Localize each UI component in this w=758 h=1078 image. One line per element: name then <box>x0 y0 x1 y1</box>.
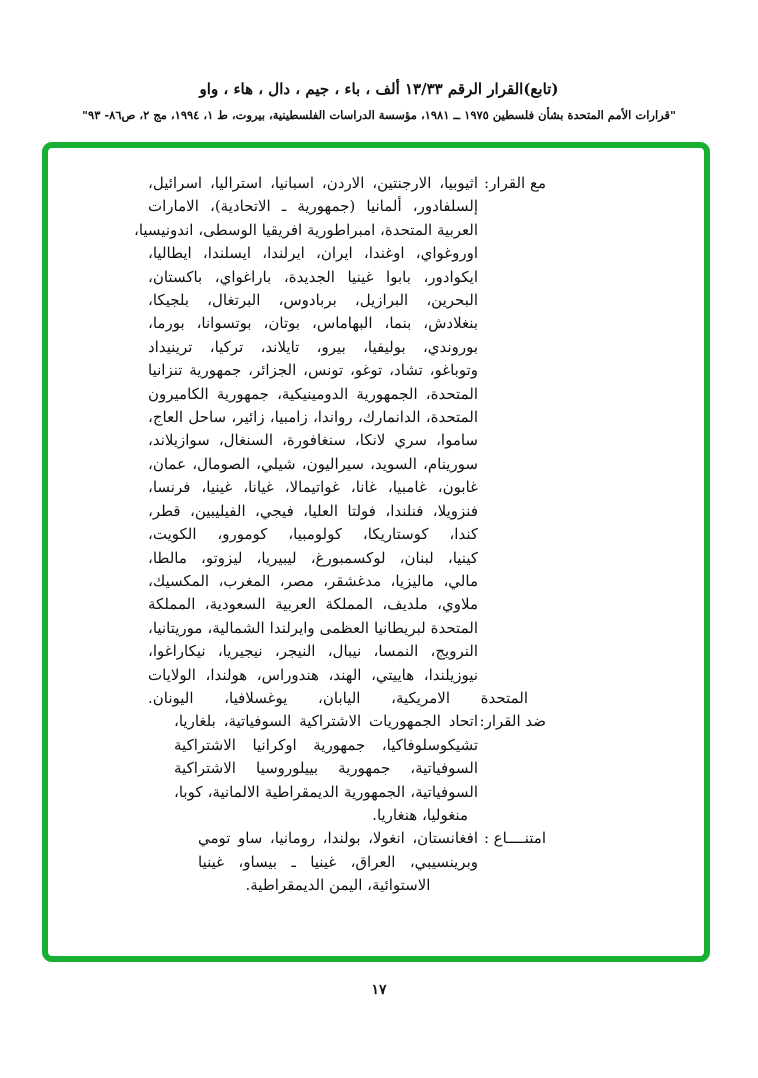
vote-line: النرويج، النمسا، نيبال، النيجر، نيجيريا، نيكاراغوا، <box>148 642 478 661</box>
vote-line: ملاوي، ملديف، المملكة العربية السعودية، المملكة <box>148 595 478 614</box>
vote-line: منغوليا، هنغاريا. <box>372 805 468 824</box>
vote-section <box>148 710 546 827</box>
section-label: ضد القرار : <box>479 712 546 731</box>
vote-line: كندا، كوستاريكا، كولومبيا، كومورو، الكويت، <box>148 525 478 544</box>
page-title: (تابع)القرار الرقم ١٣/٣٣ ألف ، باء ، جيم ، دال ، هاء ، واو <box>199 80 559 98</box>
vote-line: ايكوادور، بابوا غينيا الجديدة، باراغواي، باكستان، <box>148 267 478 286</box>
vote-line: نيوزيلندا، هاييتي، الهند، هندوراس، هولندا، الولايات <box>148 665 478 684</box>
vote-line: بوروندي، بوليفيا، بيرو، تايلاند، تركيا، ترينيداد <box>148 337 478 356</box>
vote-line: السوفياتية، الجمهورية الديمقراطية الالمانية، كوبا، <box>174 782 478 801</box>
section-body <box>148 827 478 897</box>
vote-line: اثيوبيا، الارجنتين، الاردن، اسبانيا، استراليا، اسرائيل، <box>148 174 478 192</box>
vote-line: سورينام، السويد، سيراليون، شيلي، الصومال، عمان، <box>148 454 478 473</box>
section-body <box>148 710 478 827</box>
vote-line: مالي، ماليزيا، مدغشقر، مصر، المغرب، المكسيك، <box>148 571 478 590</box>
section-label: امتنــــاع : <box>484 829 546 848</box>
vote-line: افغانستان، انغولا، بولندا، رومانيا، ساو تومي <box>198 829 478 848</box>
vote-line: المتحدة الامريكية، اليابان، يوغسلافيا، اليونان. <box>148 688 528 707</box>
vote-line: وبرينسيبي، العراق، غينيا ـ بيساو، غينيا <box>198 852 478 871</box>
vote-section <box>148 827 546 897</box>
voting-record <box>133 172 546 898</box>
vote-line: كينيا، لبنان، لوكسمبورغ، ليبيريا، ليزوتو، مالطا، <box>148 548 478 567</box>
vote-line: السوفياتية، جمهورية بييلوروسيا الاشتراكية <box>174 759 478 778</box>
vote-line: وتوباغو، تشاد، توغو، تونس، الجزائر، جمهورية تنزانيا <box>148 361 478 380</box>
vote-line: تشيكوسلوفاكيا، جمهورية اوكرانيا الاشتراكية <box>174 735 478 754</box>
vote-line: المتحدة، الجمهورية الدومينيكية، جمهورية الكاميرون <box>148 384 478 403</box>
source-citation: "قرارات الأمم المتحدة بشأن فلسطين ١٩٧٥ ــ ١٩٨١، مؤسسة الدراسات الفلسطينية، بيروت، ط ١، ١٩٩٤، مج ٢، ص٨٦- ٩٣" <box>82 108 676 122</box>
vote-line: ساموا، سري لانكا، سنغافورة، السنغال، سوازيلاند، <box>148 431 478 450</box>
vote-line: اتحاد الجمهوريات الاشتراكية السوفياتية، بلغاريا، <box>174 712 478 731</box>
vote-line: المتحدة لبريطانيا العظمى وايرلندا الشمالية، موريتانيا، <box>148 618 478 637</box>
vote-line: اوروغواي، اوغندا، ايران، ايرلندا، ايسلندا، ايطاليا، <box>148 244 478 263</box>
vote-line: العربية المتحدة، امبراطورية افريقيا الوسطى، اندونيسيا، <box>133 220 478 239</box>
vote-section <box>133 172 546 710</box>
vote-line: المتحدة، الدانمارك، رواندا، زامبيا، زائير، ساحل العاج، <box>148 408 478 427</box>
vote-line: بنغلادش، بنما، البهاماس، بوتان، بوتسوانا، بورما، <box>148 314 478 333</box>
vote-line: إلسلفادور، ألمانيا (جمهورية ـ الاتحادية)، الامارات <box>148 197 478 216</box>
vote-line: البحرين، البرازيل، بربادوس، البرتغال، بلجيكا، <box>148 291 478 310</box>
vote-line: غابون، غامبيا، غانا، غواتيمالا، غيانا، غينيا، فرنسا، <box>148 478 478 497</box>
page-number: ١٧ <box>371 982 387 998</box>
vote-line: الاستوائية، اليمن الديمقراطية. <box>245 876 431 895</box>
vote-line: فنزويلا، فنلندا، فولتا العليا، فيجي، الفيليبين، قطر، <box>148 501 478 520</box>
section-label: مع القرار : <box>484 174 546 192</box>
